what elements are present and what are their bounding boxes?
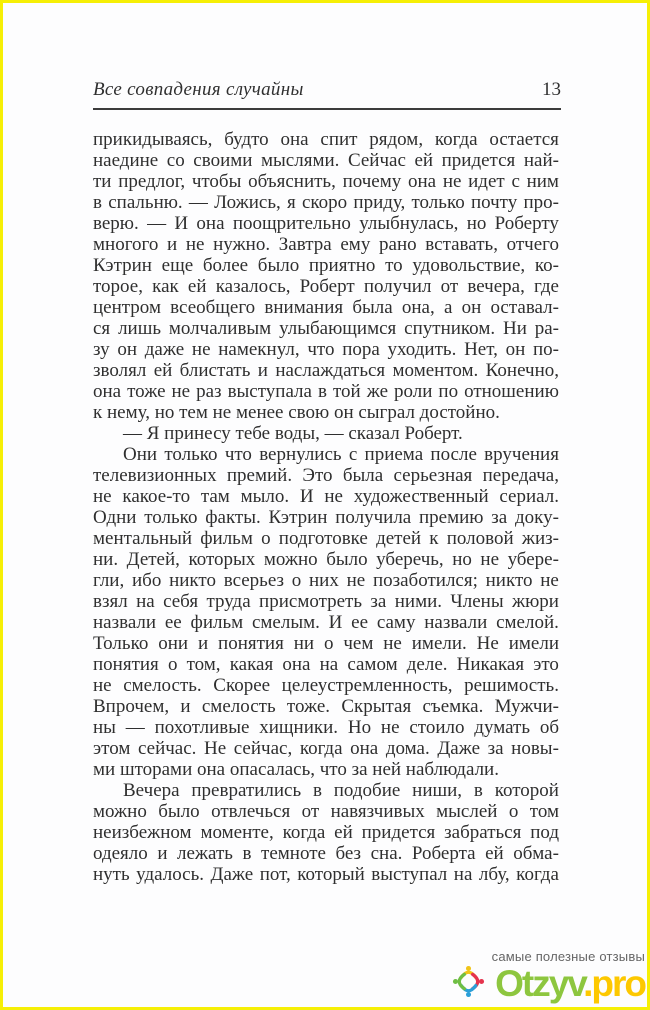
text-line: Только они и понятия ни о чем не имели. Не имели [93, 633, 559, 654]
text-line: она тоже не раз выступала в той же роли по отношению [93, 381, 559, 402]
text-line: верю. — И она поощрительно улыбнулась, но Роберту [93, 213, 559, 234]
text-line: зу он даже не намекнул, что пора уходить. Нет, он по- [93, 339, 559, 360]
text-line: Вечера превратились в подобие ниши, в которой [123, 780, 559, 801]
text-line: ми шторами она опасалась, что за ней наблюдали. [93, 759, 499, 780]
text-line: можно было отвлечься от навязчивых мыслей о том [93, 801, 559, 822]
text-line: центром всеобщего внимания была она, а он оставал- [93, 297, 559, 318]
book-page [3, 3, 647, 885]
logo-tagline: самые полезные отзывы [491, 949, 645, 964]
text-line: ти предлог, чтобы объяснить, почему она не идет с ним [93, 171, 559, 192]
text-line: ся лишь молчаливым улыбающимся спутником. Ни ра- [93, 318, 559, 339]
text-line: зволял ей блистать и наслаждаться моментом. Конечно, [93, 360, 559, 381]
page-number: 13 [542, 79, 561, 100]
text-line: многого и не нужно. Завтра ему рано вставать, отчего [93, 234, 559, 255]
running-header [93, 79, 561, 110]
text-line: ни. Детей, которых можно было уберечь, но не убере- [93, 549, 559, 570]
text-line: наедине со своими мыслями. Сейчас ей придется най- [93, 150, 559, 171]
text-line: Одни только факты. Кэтрин получила премию за доку- [93, 507, 559, 528]
logo-text-secondary: .pro [583, 963, 645, 1004]
watermark-logo[interactable] [450, 949, 645, 1003]
text-line: — Я принесу тебе воды, — сказал Роберт. [123, 423, 463, 444]
text-line: одеяло и лежать в темноте без сна. Роберта ей обма- [93, 843, 559, 864]
text-line: взял на себя труда присмотреть за ними. Члены жюри [93, 591, 559, 612]
text-line: прикидываясь, будто она спит рядом, когда остается [93, 129, 559, 150]
text-line: Впрочем, и смелость тоже. Скрытая съемка. Мужчи- [93, 696, 559, 717]
text-line: к нему, но тем не менее свою он сыграл достойно. [93, 402, 500, 423]
text-line: не какое-то там мыло. И не художественный сериал. [93, 486, 559, 507]
logo-text-primary: Otzyv [495, 963, 584, 1004]
text-line: нуть удалось. Даже пот, который выступал на лбу, когда [93, 864, 559, 885]
text-line: ны — похотливые хищники. Но не стоило думать об [93, 717, 559, 738]
text-line: не смелость. Скорее целеустремленность, решимость. [93, 675, 559, 696]
people-pinwheel-icon [450, 961, 487, 1002]
text-line: гли, ибо никто всерьез о них не позаботился; никто не [93, 570, 559, 591]
text-line: понятия о том, какая она на самом деле. Никакая это [93, 654, 559, 675]
book-title: Все совпадения случайны [93, 79, 304, 100]
text-line: ментальный фильм о подготовке детей к половой жиз- [93, 528, 559, 549]
text-line: этом сейчас. Не сейчас, когда она дома. Даже за новы- [93, 738, 559, 759]
text-line: неизбежном моменте, когда ей придется забраться под [93, 822, 559, 843]
text-line: Они только что вернулись с приема после вручения [123, 444, 559, 465]
otzyv-logo-text[interactable] [495, 965, 645, 1003]
text-line: телевизионных премий. Это была серьезная передача, [93, 465, 559, 486]
text-line: торое, как ей казалось, Роберт получил от вечера, где [93, 276, 559, 297]
text-line: Кэтрин еще более было приятно то удовольствие, ко- [93, 255, 559, 276]
text-line: в спальню. — Ложись, я скоро приду, только почту про- [93, 192, 559, 213]
book-text [93, 129, 559, 885]
text-line: назвали ее фильм смелым. И ее саму назвали смелой. [93, 612, 559, 633]
